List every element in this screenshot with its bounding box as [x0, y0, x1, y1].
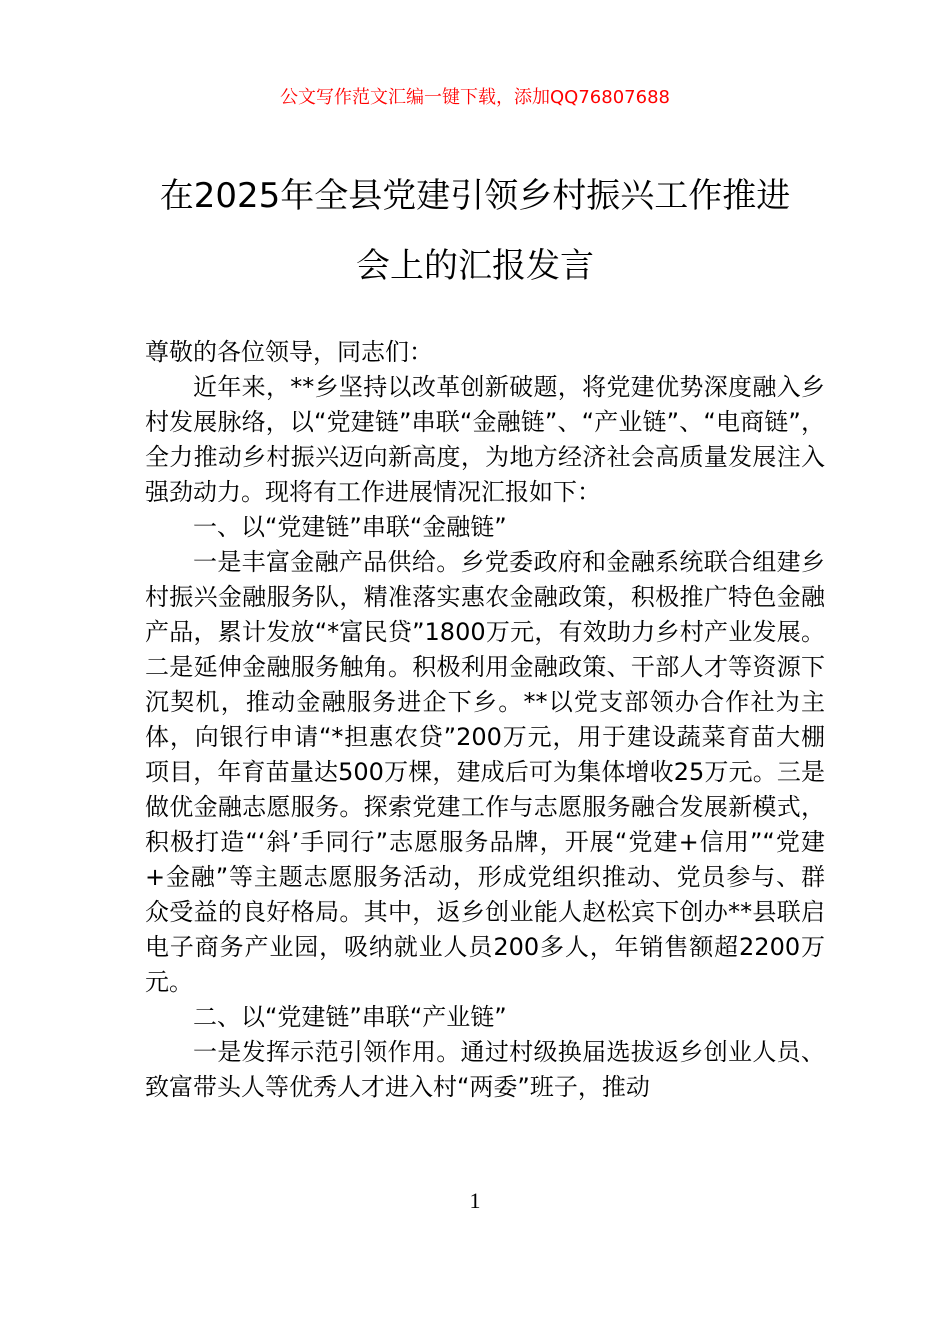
salutation: 尊敬的各位领导，同志们： — [145, 338, 433, 366]
intro-paragraph: 近年来，**乡坚持以改革创新破题，将党建优势深度融入乡村发展脉络，以“党建链”串联“金融链”、“产业链”、“电商链”，全力推动乡村振兴迈向新高度，为地方经济社会高质量发展注入强劲动力。现将有工作进展情况汇报如下： — [145, 373, 825, 506]
download-banner: 公文写作范文汇编一键下载，添加QQ76807688 — [280, 87, 670, 108]
section-heading-1: 一、以“党建链”串联“金融链” — [193, 513, 507, 541]
page-number: 1 — [469, 1188, 481, 1213]
section-1-paragraph: 一是丰富金融产品供给。乡党委政府和金融系统联合组建乡村振兴金融服务队，精准落实惠农金融政策，积极推广特色金融产品，累计发放“*富民贷”1800万元，有效助力乡村产业发展。二是延伸金融服务触角。积极利用金融政策、干部人才等资源下沉契机，推动金融服务进企下乡。**以党支部领办合作社为主体，向银行申请“*担惠农贷”200万元，用于建设蔬菜育苗大棚项目，年育苗量达500万棵，建成后可为集体增收25万元。三是做优金融志愿服务。探索党建工作与志愿服务融合发展新模式，积极打造“‘斜’手同行”志愿服务品牌，开展“党建+信用”“党建+金融”等主题志愿服务活动，形成党组织推动、党员参与、群众受益的良好格局。其中，返乡创业能人赵松宾下创办**县联启电子商务产业园，吸纳就业人员200多人，年销售额超2200万元。 — [145, 548, 825, 996]
document-body — [145, 335, 825, 1105]
section-heading-2: 二、以“党建链”串联“产业链” — [193, 1003, 507, 1031]
section-2-paragraph: 一是发挥示范引领作用。通过村级换届选拔返乡创业人员、致富带头人等优秀人才进入村“两委”班子，推动 — [145, 1038, 825, 1101]
page-title-line-2: 会上的汇报发言 — [356, 246, 594, 286]
page-title-line-1: 在2025年全县党建引领乡村振兴工作推进 — [159, 176, 791, 216]
